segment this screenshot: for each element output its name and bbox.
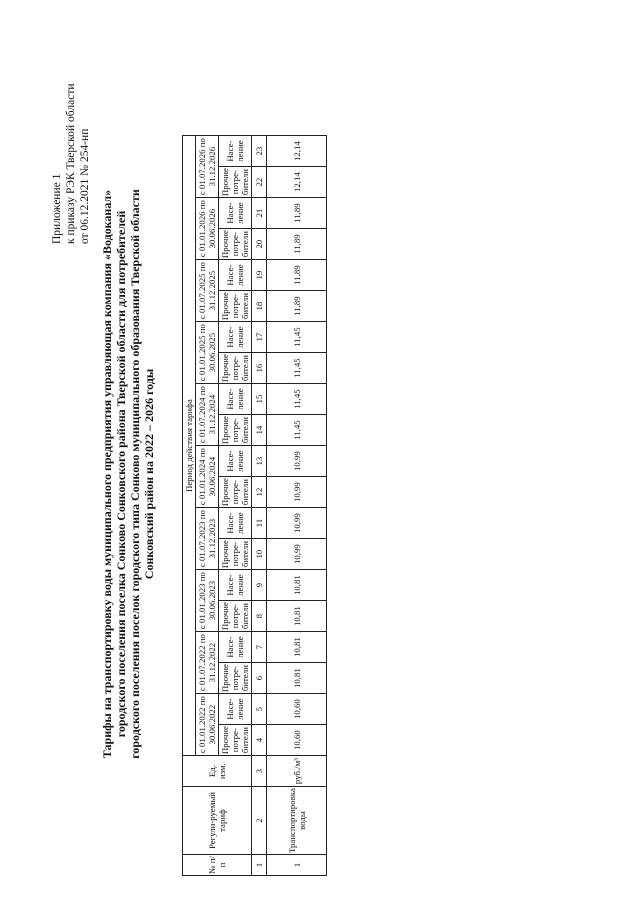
column-index: 19 xyxy=(252,260,267,291)
subcol-other-consumers: Прочие потре-бители xyxy=(220,540,250,569)
column-index: 6 xyxy=(252,663,267,694)
tariff-value: 12,14 xyxy=(267,167,327,198)
subcol-other-consumers: Прочие потре-бители xyxy=(220,416,250,445)
col-regulated-header: Регули-руемый тариф xyxy=(183,787,252,855)
tariff-value: 11,45 xyxy=(267,322,327,353)
col-num-header: № п/п xyxy=(183,855,252,876)
appendix-line-2: к приказу РЭК Тверской области xyxy=(65,83,77,244)
column-index: 22 xyxy=(252,167,267,198)
column-index: 1 xyxy=(252,855,267,876)
column-index: 7 xyxy=(252,632,267,663)
column-index: 21 xyxy=(252,198,267,229)
tariff-value: 11,89 xyxy=(267,229,327,260)
tariff-value: 10,99 xyxy=(267,477,327,508)
tariff-value: 10,81 xyxy=(267,632,327,663)
period-label: с 01.07.2023 по 31.12.2023 xyxy=(196,508,219,570)
column-index: 20 xyxy=(252,229,267,260)
period-label: с 01.01.2024 по 30.06.2024 xyxy=(196,446,219,508)
tariff-value: 11,45 xyxy=(267,353,327,384)
period-label: с 01.01.2026 по 30.06.2026 xyxy=(196,198,219,260)
tariff-value: 10,99 xyxy=(267,539,327,570)
column-index: 17 xyxy=(252,322,267,353)
column-index: 4 xyxy=(252,725,267,756)
tariff-value: 11,89 xyxy=(267,291,327,322)
column-index: 2 xyxy=(252,787,267,855)
subcol-other-consumers: Прочие потре-бители xyxy=(220,726,250,755)
column-index: 15 xyxy=(252,384,267,415)
subcol-other-consumers: Прочие потре-бители xyxy=(220,602,250,631)
tariff-value: 10,81 xyxy=(267,601,327,632)
header-row-1 xyxy=(183,136,196,876)
subcol-population: Насе-ление xyxy=(219,446,252,477)
period-label: с 01.07.2026 по 31.12.2026 xyxy=(196,136,219,198)
subcol-other-consumers: Прочие потре-бители xyxy=(220,168,250,197)
title-line-3: городского поселения поселок городского типа Сонково муниципального образования Тверской области xyxy=(128,189,142,759)
subcol-population: Насе-ление xyxy=(219,508,252,539)
appendix-block xyxy=(50,24,92,244)
period-label: с 01.01.2022 по 30.06.2022 xyxy=(196,694,219,756)
column-index: 18 xyxy=(252,291,267,322)
tariff-value: 11,45 xyxy=(267,415,327,446)
table-row xyxy=(267,136,327,876)
row-num: 1 xyxy=(267,855,327,876)
column-index: 8 xyxy=(252,601,267,632)
index-row xyxy=(252,136,267,876)
column-index: 10 xyxy=(252,539,267,570)
subcol-population: Насе-ление xyxy=(219,322,252,353)
title-line-4: Сонковский район на 2022 – 2026 годы xyxy=(142,368,156,580)
row-name: Транспортировка воды xyxy=(267,787,327,855)
period-label: с 01.07.2024 по 31.12.2024 xyxy=(196,384,219,446)
tariff-value: 11,45 xyxy=(267,384,327,415)
tariff-value: 12,14 xyxy=(267,136,327,167)
subcol-population: Насе-ление xyxy=(219,260,252,291)
subcol-population: Насе-ление xyxy=(219,694,252,725)
column-index: 5 xyxy=(252,694,267,725)
period-label: с 01.07.2025 по 31.12.2025 xyxy=(196,260,219,322)
period-label: с 01.01.2025 по 30.06.2025 xyxy=(196,322,219,384)
tariff-table xyxy=(182,135,327,876)
column-index: 12 xyxy=(252,477,267,508)
column-index: 23 xyxy=(252,136,267,167)
col-unit-header: Ед. изм. xyxy=(183,756,252,787)
subcol-population: Насе-ление xyxy=(219,136,252,167)
tariff-value: 10,60 xyxy=(267,725,327,756)
appendix-line-3: от 06.12.2021 № 254-нп xyxy=(79,128,91,244)
subcol-population: Насе-ление xyxy=(219,198,252,229)
tariff-value: 10,81 xyxy=(267,570,327,601)
appendix-line-1: Приложение 1 xyxy=(51,173,63,244)
tariff-value: 10,60 xyxy=(267,694,327,725)
column-index: 11 xyxy=(252,508,267,539)
column-index: 16 xyxy=(252,353,267,384)
title-line-1: Тарифы на транспортировку воды муниципального предприятия управляющая компания «Водоканал» xyxy=(100,189,114,759)
tariff-value: 11,89 xyxy=(267,198,327,229)
subcol-other-consumers: Прочие потре-бители xyxy=(220,478,250,507)
subcol-other-consumers: Прочие потре-бители xyxy=(220,292,250,321)
subcol-population: Насе-ление xyxy=(219,384,252,415)
document-title xyxy=(100,84,156,864)
subcol-other-consumers: Прочие потре-бители xyxy=(220,664,250,693)
subcol-population: Насе-ление xyxy=(219,570,252,601)
column-index: 3 xyxy=(252,756,267,787)
column-index: 9 xyxy=(252,570,267,601)
row-unit: руб./м³ xyxy=(267,756,327,787)
subcol-other-consumers: Прочие потре-бители xyxy=(220,354,250,383)
tariff-value: 10,99 xyxy=(267,446,327,477)
period-label: с 01.01.2023 по 30.06.2023 xyxy=(196,570,219,632)
period-header: Период действия тарифа xyxy=(183,136,196,756)
subcol-other-consumers: Прочие потре-бители xyxy=(220,230,250,259)
tariff-value: 11,89 xyxy=(267,260,327,291)
subcol-population: Насе-ление xyxy=(219,632,252,663)
tariff-value: 10,99 xyxy=(267,508,327,539)
tariff-value: 10,81 xyxy=(267,663,327,694)
column-index: 13 xyxy=(252,446,267,477)
title-line-2: городского поселения поселка Сонково Сонковского района Тверской области для потребителей xyxy=(114,210,128,738)
period-label: с 01.07.2022 по 31.12.2022 xyxy=(196,632,219,694)
column-index: 14 xyxy=(252,415,267,446)
